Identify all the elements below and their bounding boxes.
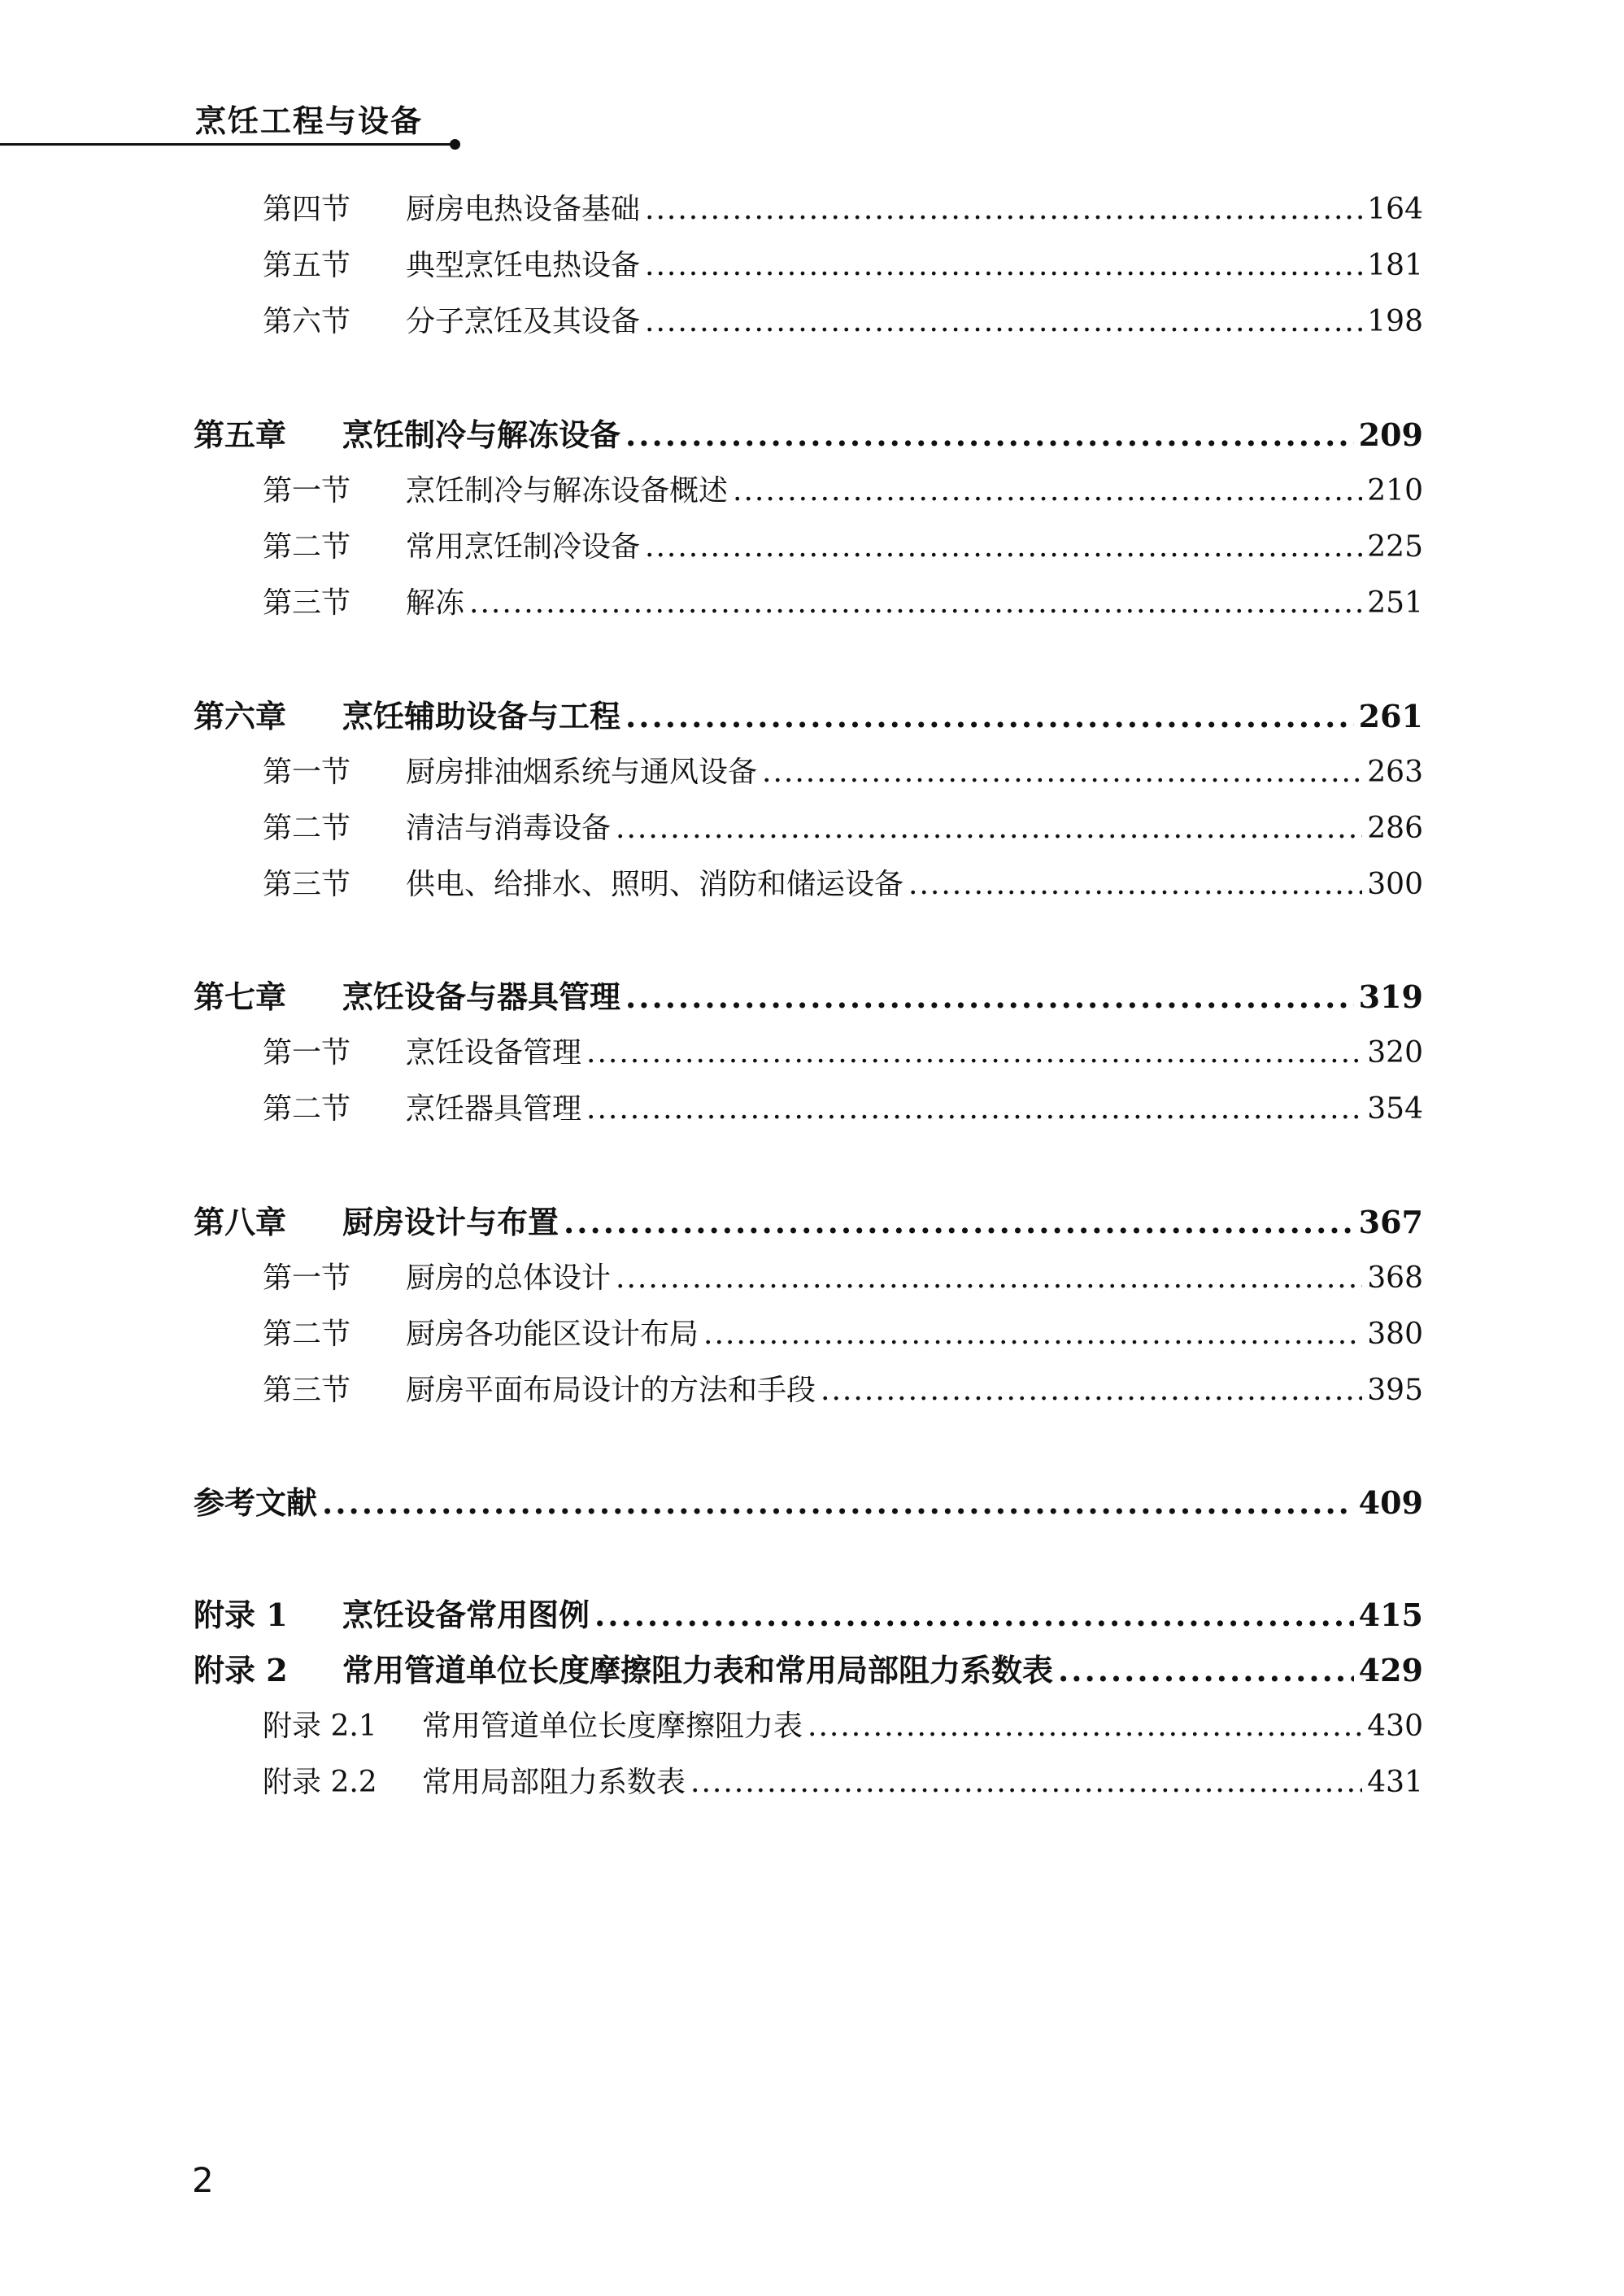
dot-leader bbox=[1058, 1646, 1354, 1695]
toc-section-entry bbox=[263, 579, 1423, 628]
toc-entry-number: 第二节 bbox=[263, 1318, 351, 1351]
toc-entry-title: 供电、给排水、照明、消防和储运设备 bbox=[406, 868, 904, 901]
toc-entry-number: 附录 1 bbox=[194, 1597, 288, 1633]
toc-entry-page: 251 bbox=[1367, 586, 1423, 620]
toc-chapter-entry bbox=[194, 1646, 1423, 1695]
toc-entry-title: 解冻 bbox=[406, 586, 465, 620]
dot-leader bbox=[594, 1591, 1354, 1640]
dot-leader bbox=[645, 298, 1362, 346]
toc-entry-number: 第三节 bbox=[263, 1374, 351, 1407]
toc-entry-page: 198 bbox=[1367, 305, 1423, 338]
toc-section-entry bbox=[263, 1254, 1423, 1303]
toc-entry-number: 第六章 bbox=[194, 698, 287, 734]
dot-leader bbox=[808, 1702, 1362, 1751]
toc-entry-number: 附录 2.2 bbox=[263, 1766, 377, 1799]
page-number: 2 bbox=[192, 2160, 214, 2200]
toc-entry-page: 395 bbox=[1367, 1374, 1423, 1407]
toc-entry-number: 第二节 bbox=[263, 530, 351, 564]
toc-section-entry bbox=[263, 1702, 1423, 1751]
toc-entry-page: 263 bbox=[1367, 756, 1423, 789]
toc-section-entry bbox=[263, 523, 1423, 572]
toc-entry-page: 380 bbox=[1367, 1318, 1423, 1351]
toc-section-entry bbox=[263, 467, 1423, 516]
toc-section-entry bbox=[263, 1366, 1423, 1415]
dot-leader bbox=[645, 523, 1362, 572]
toc-entry-title: 烹饪设备常用图例 bbox=[342, 1597, 590, 1633]
toc-entry-title: 常用局部阻力系数表 bbox=[422, 1766, 686, 1799]
dot-leader bbox=[625, 411, 1354, 460]
toc-entry-page: 368 bbox=[1367, 1261, 1423, 1295]
toc-entry-title: 参考文献 bbox=[194, 1484, 318, 1521]
toc-chapter-entry bbox=[194, 411, 1423, 460]
toc-entry-title: 常用管道单位长度摩擦阻力表 bbox=[422, 1710, 803, 1743]
toc-entry-page: 431 bbox=[1367, 1766, 1423, 1799]
toc-entry-page: 300 bbox=[1367, 868, 1423, 901]
toc-entry-page: 209 bbox=[1358, 416, 1423, 453]
toc-entry-page: 354 bbox=[1367, 1092, 1423, 1126]
toc-section-entry bbox=[263, 298, 1423, 346]
toc-entry-number: 附录 2 bbox=[194, 1652, 288, 1688]
dot-leader bbox=[322, 1479, 1354, 1527]
toc-entry-title: 厨房排油烟系统与通风设备 bbox=[406, 756, 758, 789]
toc-entry-number: 第五节 bbox=[263, 249, 351, 282]
dot-leader bbox=[469, 579, 1362, 628]
toc-section-entry bbox=[263, 748, 1423, 797]
toc-section-entry bbox=[263, 1085, 1423, 1134]
toc-entry-page: 286 bbox=[1367, 812, 1423, 845]
dot-leader bbox=[821, 1366, 1362, 1415]
dot-leader bbox=[616, 1254, 1362, 1303]
toc-entry-number: 第七章 bbox=[194, 978, 287, 1015]
toc-entry-number: 第一节 bbox=[263, 1036, 351, 1070]
toc-entry-title: 常用管道单位长度摩擦阻力表和常用局部阻力系数表 bbox=[342, 1652, 1054, 1688]
toc-entry-title: 烹饪制冷与解冻设备概述 bbox=[406, 474, 729, 508]
toc-entry-page: 319 bbox=[1358, 978, 1423, 1015]
toc-chapter-entry bbox=[194, 973, 1423, 1022]
dot-leader bbox=[645, 242, 1362, 290]
toc-entry-number: 第四节 bbox=[263, 193, 351, 226]
dot-leader bbox=[625, 692, 1354, 741]
toc-section-entry bbox=[263, 1310, 1423, 1359]
toc-section-entry bbox=[263, 242, 1423, 290]
toc-entry-title: 典型烹饪电热设备 bbox=[406, 249, 641, 282]
toc-entry-title: 常用烹饪制冷设备 bbox=[406, 530, 641, 564]
toc-entry-title: 烹饪制冷与解冻设备 bbox=[342, 416, 621, 453]
toc-chapter-entry bbox=[194, 1198, 1423, 1247]
toc-entry-page: 320 bbox=[1367, 1036, 1423, 1070]
toc-chapter-entry bbox=[194, 1479, 1423, 1527]
toc-entry-title: 厨房电热设备基础 bbox=[406, 193, 641, 226]
toc-entry-title: 烹饪辅助设备与工程 bbox=[342, 698, 621, 734]
toc-chapter-entry bbox=[194, 692, 1423, 741]
toc-entry-title: 烹饪设备管理 bbox=[406, 1036, 582, 1070]
dot-leader bbox=[625, 973, 1354, 1022]
dot-leader bbox=[616, 804, 1362, 853]
toc-entry-page: 430 bbox=[1367, 1710, 1423, 1743]
toc-entry-title: 烹饪器具管理 bbox=[406, 1092, 582, 1126]
toc-section-entry bbox=[263, 1029, 1423, 1078]
toc-entry-title: 烹饪设备与器具管理 bbox=[342, 978, 621, 1015]
toc-entry-number: 第二节 bbox=[263, 812, 351, 845]
dot-leader bbox=[762, 748, 1362, 797]
toc-entry-title: 厨房的总体设计 bbox=[406, 1261, 612, 1295]
toc-entry-number: 第六节 bbox=[263, 305, 351, 338]
toc-chapter-entry bbox=[194, 1591, 1423, 1640]
toc-entry-title: 厨房设计与布置 bbox=[342, 1204, 559, 1240]
dot-leader bbox=[733, 467, 1362, 516]
toc-entry-title: 分子烹饪及其设备 bbox=[406, 305, 641, 338]
dot-leader bbox=[586, 1029, 1362, 1078]
toc-entry-page: 225 bbox=[1367, 530, 1423, 564]
dot-leader bbox=[564, 1198, 1354, 1247]
toc-section-entry bbox=[263, 804, 1423, 853]
toc-entry-number: 附录 2.1 bbox=[263, 1710, 377, 1743]
toc-entry-title: 清洁与消毒设备 bbox=[406, 812, 612, 845]
toc-entry-page: 210 bbox=[1367, 474, 1423, 508]
toc-entry-page: 164 bbox=[1367, 193, 1423, 226]
toc-entry-number: 第三节 bbox=[263, 586, 351, 620]
toc-entry-page: 409 bbox=[1358, 1484, 1423, 1521]
toc-entry-number: 第五章 bbox=[194, 416, 287, 453]
toc-section-entry bbox=[263, 1758, 1423, 1807]
toc-entry-number: 第一节 bbox=[263, 756, 351, 789]
running-head: 烹饪工程与设备 bbox=[195, 103, 424, 139]
dot-leader bbox=[690, 1758, 1362, 1807]
toc-entry-number: 第八章 bbox=[194, 1204, 287, 1240]
toc-section-entry bbox=[263, 185, 1423, 234]
dot-leader bbox=[703, 1310, 1362, 1359]
toc-entry-page: 181 bbox=[1367, 249, 1423, 282]
toc-entry-number: 第一节 bbox=[263, 1261, 351, 1295]
toc-entry-page: 429 bbox=[1358, 1652, 1423, 1688]
dot-leader bbox=[586, 1085, 1362, 1134]
toc-section-entry bbox=[263, 860, 1423, 909]
dot-leader bbox=[645, 185, 1362, 234]
toc-entry-number: 第一节 bbox=[263, 474, 351, 508]
toc-entry-page: 415 bbox=[1358, 1597, 1423, 1633]
toc-entry-title: 厨房各功能区设计布局 bbox=[406, 1318, 699, 1351]
toc-entry-page: 367 bbox=[1358, 1204, 1423, 1240]
toc-entry-number: 第三节 bbox=[263, 868, 351, 901]
toc-entry-number: 第二节 bbox=[263, 1092, 351, 1126]
toc-entry-title: 厨房平面布局设计的方法和手段 bbox=[406, 1374, 816, 1407]
toc-entry-page: 261 bbox=[1358, 698, 1423, 734]
dot-leader bbox=[908, 860, 1362, 909]
